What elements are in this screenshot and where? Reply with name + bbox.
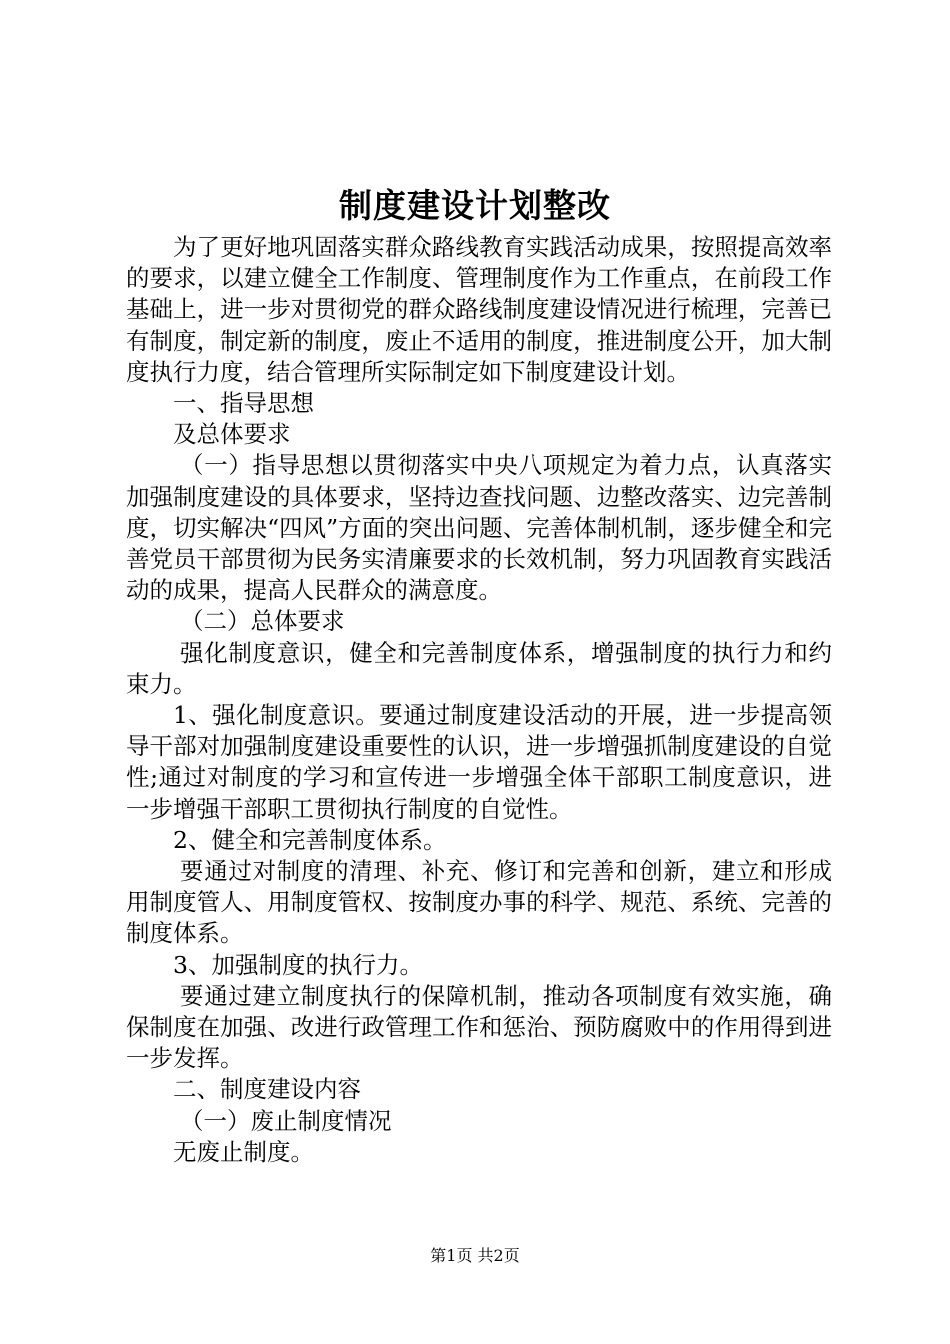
page-footer: 第1页 共2页 xyxy=(430,1246,520,1265)
subheading-overall-requirements: （二）总体要求 xyxy=(180,607,345,636)
subheading-abolished-systems: （一）废止制度情况 xyxy=(180,1106,392,1135)
guiding-thought-paragraph: （一）指导思想以贯彻落实中央八项规定为着力点，认真落实加强制度建设的具体要求，坚持边查找问题、边整改落实、边完善制度，切实解决“四风”方面的突出问题、完善体制机制，逐步健全和完善党员干部贯彻为民务实清廉要求的长效机制，努力巩固教育实践活动的成果，提高人民群众的满意度。 xyxy=(126,451,832,605)
item-2-heading: 2、健全和完善制度体系。 xyxy=(173,825,447,854)
abolished-systems-paragraph: 无废止制度。 xyxy=(173,1137,314,1166)
document-title: 制度建设计划整改 xyxy=(339,186,611,225)
section-heading-content: 二、制度建设内容 xyxy=(173,1075,361,1104)
item-3-paragraph: 要通过建立制度执行的保障机制，推动各项制度有效实施，确保制度在加强、改进行政管理工作和惩治、预防腐败中的作用得到进一步发挥。 xyxy=(126,981,832,1073)
overall-requirements-paragraph: 强化制度意识，健全和完善制度体系，增强制度的执行力和约束力。 xyxy=(126,638,832,698)
document-body xyxy=(126,232,832,1168)
item-1-paragraph: 1、强化制度意识。要通过制度建设活动的开展，进一步提高领导干部对加强制度建设重要性的认识，进一步增强抓制度建设的自觉性;通过对制度的学习和宣传进一步增强全体干部职工制度意识，进一步增强干部职工贯彻执行制度的自觉性。 xyxy=(126,701,832,823)
section-heading-guiding-thought: 一、指导思想 xyxy=(173,389,314,418)
intro-paragraph: 为了更好地巩固落实群众路线教育实践活动成果，按照提高效率的要求，以建立健全工作制度、管理制度作为工作重点，在前段工作基础上，进一步对贯彻党的群众路线制度建设情况进行梳理，完善已有制度，制定新的制度，废止不适用的制度，推进制度公开，加大制度执行力度，结合管理所实际制定如下制度建设计划。 xyxy=(126,233,832,386)
item-3-heading: 3、加强制度的执行力。 xyxy=(173,950,423,979)
section-heading-continuation: 及总体要求 xyxy=(173,420,291,449)
item-2-paragraph: 要通过对制度的清理、补充、修订和完善和创新，建立和形成用制度管人、用制度管权、按制度办事的科学、规范、系统、完善的制度体系。 xyxy=(126,857,832,948)
